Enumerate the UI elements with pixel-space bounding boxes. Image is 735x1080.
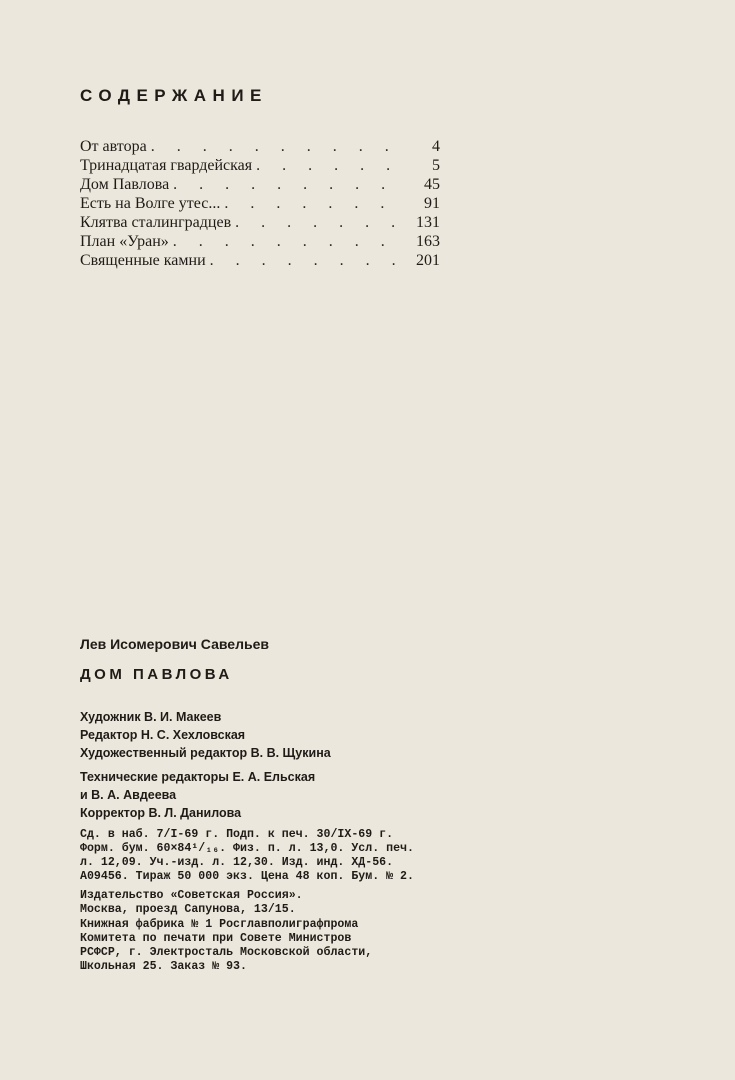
imprint-credits-technical	[80, 768, 480, 822]
toc-entry-title: От автора	[80, 138, 147, 155]
imprint-credits-staff	[80, 708, 480, 762]
credit-line: Корректор В. Л. Данилова	[80, 806, 242, 820]
toc-leader-dots	[256, 156, 404, 175]
print-data-line: А09456. Тираж 50 000 экз. Цена 48 коп. Бум. № 2.	[80, 870, 414, 883]
printer-line: Комитета по печати при Совете Министров	[80, 932, 352, 945]
toc-leader-dots	[210, 251, 404, 270]
toc-entry	[80, 251, 440, 270]
toc-entry-title: Тринадцатая гвардейская	[80, 157, 253, 174]
toc-list	[80, 137, 440, 270]
imprint-print-data	[80, 828, 460, 884]
toc-entry	[80, 232, 440, 251]
toc-entry	[80, 213, 440, 232]
toc-entry-title: План «Уран»	[80, 233, 169, 250]
print-data-line: л. 12,09. Уч.-изд. л. 12,30. Изд. инд. ХД-56.	[80, 856, 394, 869]
toc-entry-page: 45	[424, 176, 440, 193]
imprint-printer	[80, 918, 460, 974]
publisher-line: Издательство «Советская Россия».	[80, 889, 303, 902]
publisher-line: Москва, проезд Сапунова, 13/15.	[80, 903, 296, 916]
toc-entry-title: Есть на Волге утес...	[80, 195, 221, 212]
toc-entry	[80, 137, 440, 156]
credit-line: Редактор Н. С. Хехловская	[80, 728, 246, 742]
toc-leader-dots	[235, 213, 404, 232]
toc-entry-page: 4	[432, 138, 440, 155]
toc-entry	[80, 175, 440, 194]
toc-leader-dots	[224, 194, 404, 213]
toc-heading: СОДЕРЖАНИЕ	[80, 86, 268, 105]
toc-entry-page: 5	[432, 157, 440, 174]
imprint-author: Лев Исомерович Савельев	[80, 636, 269, 652]
credit-line: и В. А. Авдеева	[80, 788, 177, 802]
printer-line: Школьная 25. Заказ № 93.	[80, 960, 247, 973]
toc-entry-page: 163	[416, 233, 440, 250]
credit-line: Художник В. И. Макеев	[80, 710, 222, 724]
toc-leader-dots	[151, 137, 404, 156]
imprint-publisher	[80, 889, 460, 917]
print-data-line: Форм. бум. 60×84¹/₁₆. Физ. п. л. 13,0. Усл. печ.	[80, 842, 414, 855]
toc-entry-page: 131	[416, 214, 440, 231]
print-data-line: Сд. в наб. 7/I-69 г. Подп. к печ. 30/IX-69 г.	[80, 828, 394, 841]
toc-entry-title: Священные камни	[80, 252, 206, 269]
toc-leader-dots	[173, 175, 404, 194]
toc-leader-dots	[173, 232, 404, 251]
toc-entry-page: 91	[424, 195, 440, 212]
printer-line: РСФСР, г. Электросталь Московской области,	[80, 946, 373, 959]
toc-entry-title: Дом Павлова	[80, 176, 170, 193]
toc-entry	[80, 194, 440, 213]
toc-entry-page: 201	[416, 252, 440, 269]
printer-line: Книжная фабрика № 1 Росглавполиграфпрома	[80, 918, 359, 931]
imprint-book-title: ДОМ ПАВЛОВА	[80, 666, 233, 683]
credit-line: Художественный редактор В. В. Щукина	[80, 746, 331, 760]
credit-line: Технические редакторы Е. А. Ельская	[80, 770, 316, 784]
toc-entry-title: Клятва сталинградцев	[80, 214, 232, 231]
toc-entry	[80, 156, 440, 175]
